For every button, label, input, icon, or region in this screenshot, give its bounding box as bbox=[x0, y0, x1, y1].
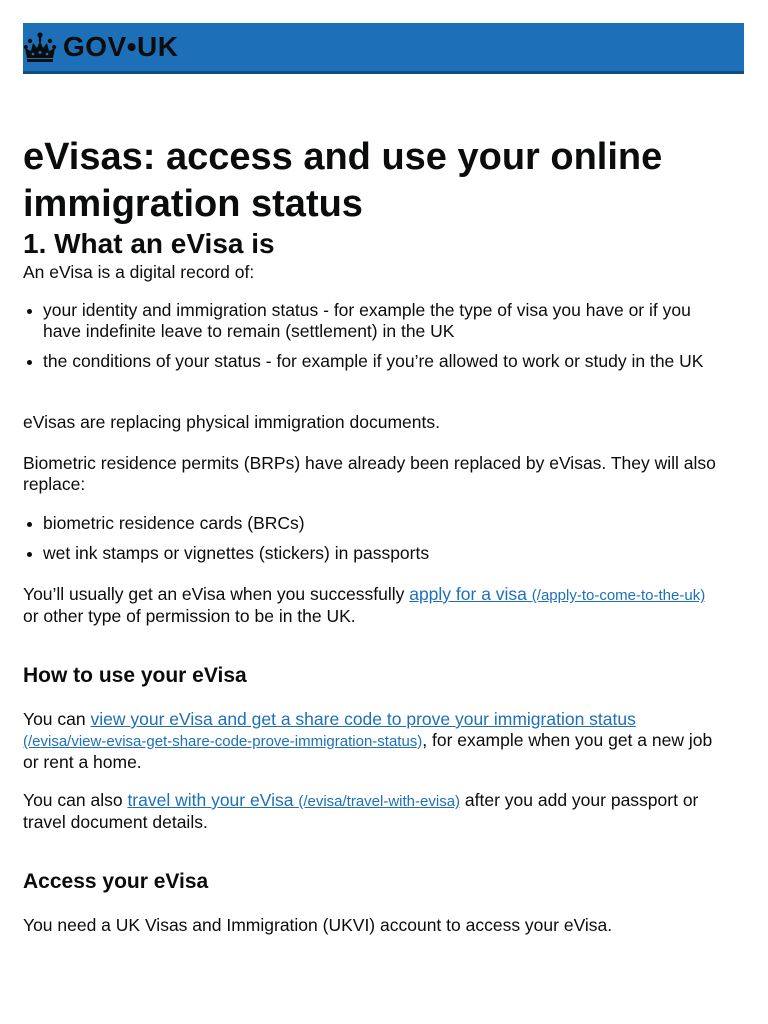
govuk-header bbox=[23, 23, 744, 74]
brp-text: Biometric residence permits (BRPs) have already been replaced by eVisas. They will also replace: bbox=[23, 453, 716, 494]
usually-suffix: or other type of permission to be in the UK. bbox=[23, 606, 356, 626]
list-item: your identity and immigration status - for example the type of visa you have or if you have indefinite leave to remain (settlement) in the UK bbox=[23, 300, 723, 342]
access-text: You need a UK Visas and Immigration (UKVI) account to access your eVisa. bbox=[23, 915, 613, 935]
view-suffix: , for example when you get a new job or rent a home. bbox=[23, 730, 713, 772]
travel-evisa-link-url: (/evisa/travel-with-evisa) bbox=[298, 793, 461, 810]
travel-prefix: You can also bbox=[23, 790, 128, 810]
access-heading: Access your eVisa bbox=[23, 870, 209, 893]
govuk-home-link[interactable] bbox=[23, 31, 178, 63]
govuk-logotype: GOV•UK bbox=[63, 31, 179, 62]
replacing-text: eVisas are replacing physical immigration documents. bbox=[23, 412, 440, 432]
travel-evisa-link[interactable] bbox=[127, 790, 460, 810]
crown-icon bbox=[23, 31, 57, 63]
apply-for-visa-link[interactable] bbox=[409, 584, 705, 604]
replace-list bbox=[23, 513, 723, 573]
list-item: wet ink stamps or vignettes (stickers) in passports bbox=[23, 543, 723, 564]
travel-suffix: after you add your passport or travel document details. bbox=[23, 790, 699, 832]
intro-text: An eVisa is a digital record of: bbox=[23, 262, 255, 282]
page-title: eVisas: access and use your online immigration status bbox=[23, 136, 663, 225]
view-prefix: You can bbox=[23, 709, 91, 729]
usually-prefix: You’ll usually get an eVisa when you successfully bbox=[23, 584, 410, 604]
travel-evisa-link-text: travel with your eVisa bbox=[127, 790, 294, 810]
view-evisa-link-url: (/evisa/view-evisa-get-share-code-prove-immigration-status) bbox=[23, 733, 423, 750]
record-list bbox=[23, 300, 723, 381]
how-to-use-heading: How to use your eVisa bbox=[23, 664, 247, 687]
part-heading: 1. What an eVisa is bbox=[23, 228, 275, 259]
view-evisa-link-text: view your eVisa and get a share code to prove your immigration status bbox=[90, 709, 636, 729]
view-text bbox=[23, 709, 723, 773]
usually-text bbox=[23, 584, 723, 627]
travel-text bbox=[23, 790, 723, 833]
apply-for-visa-link-text: apply for a visa bbox=[409, 584, 527, 604]
list-item: the conditions of your status - for example if you’re allowed to work or study in the UK bbox=[23, 351, 723, 372]
list-item: biometric residence cards (BRCs) bbox=[23, 513, 723, 534]
apply-for-visa-link-url: (/apply-to-come-to-the-uk) bbox=[531, 587, 706, 604]
